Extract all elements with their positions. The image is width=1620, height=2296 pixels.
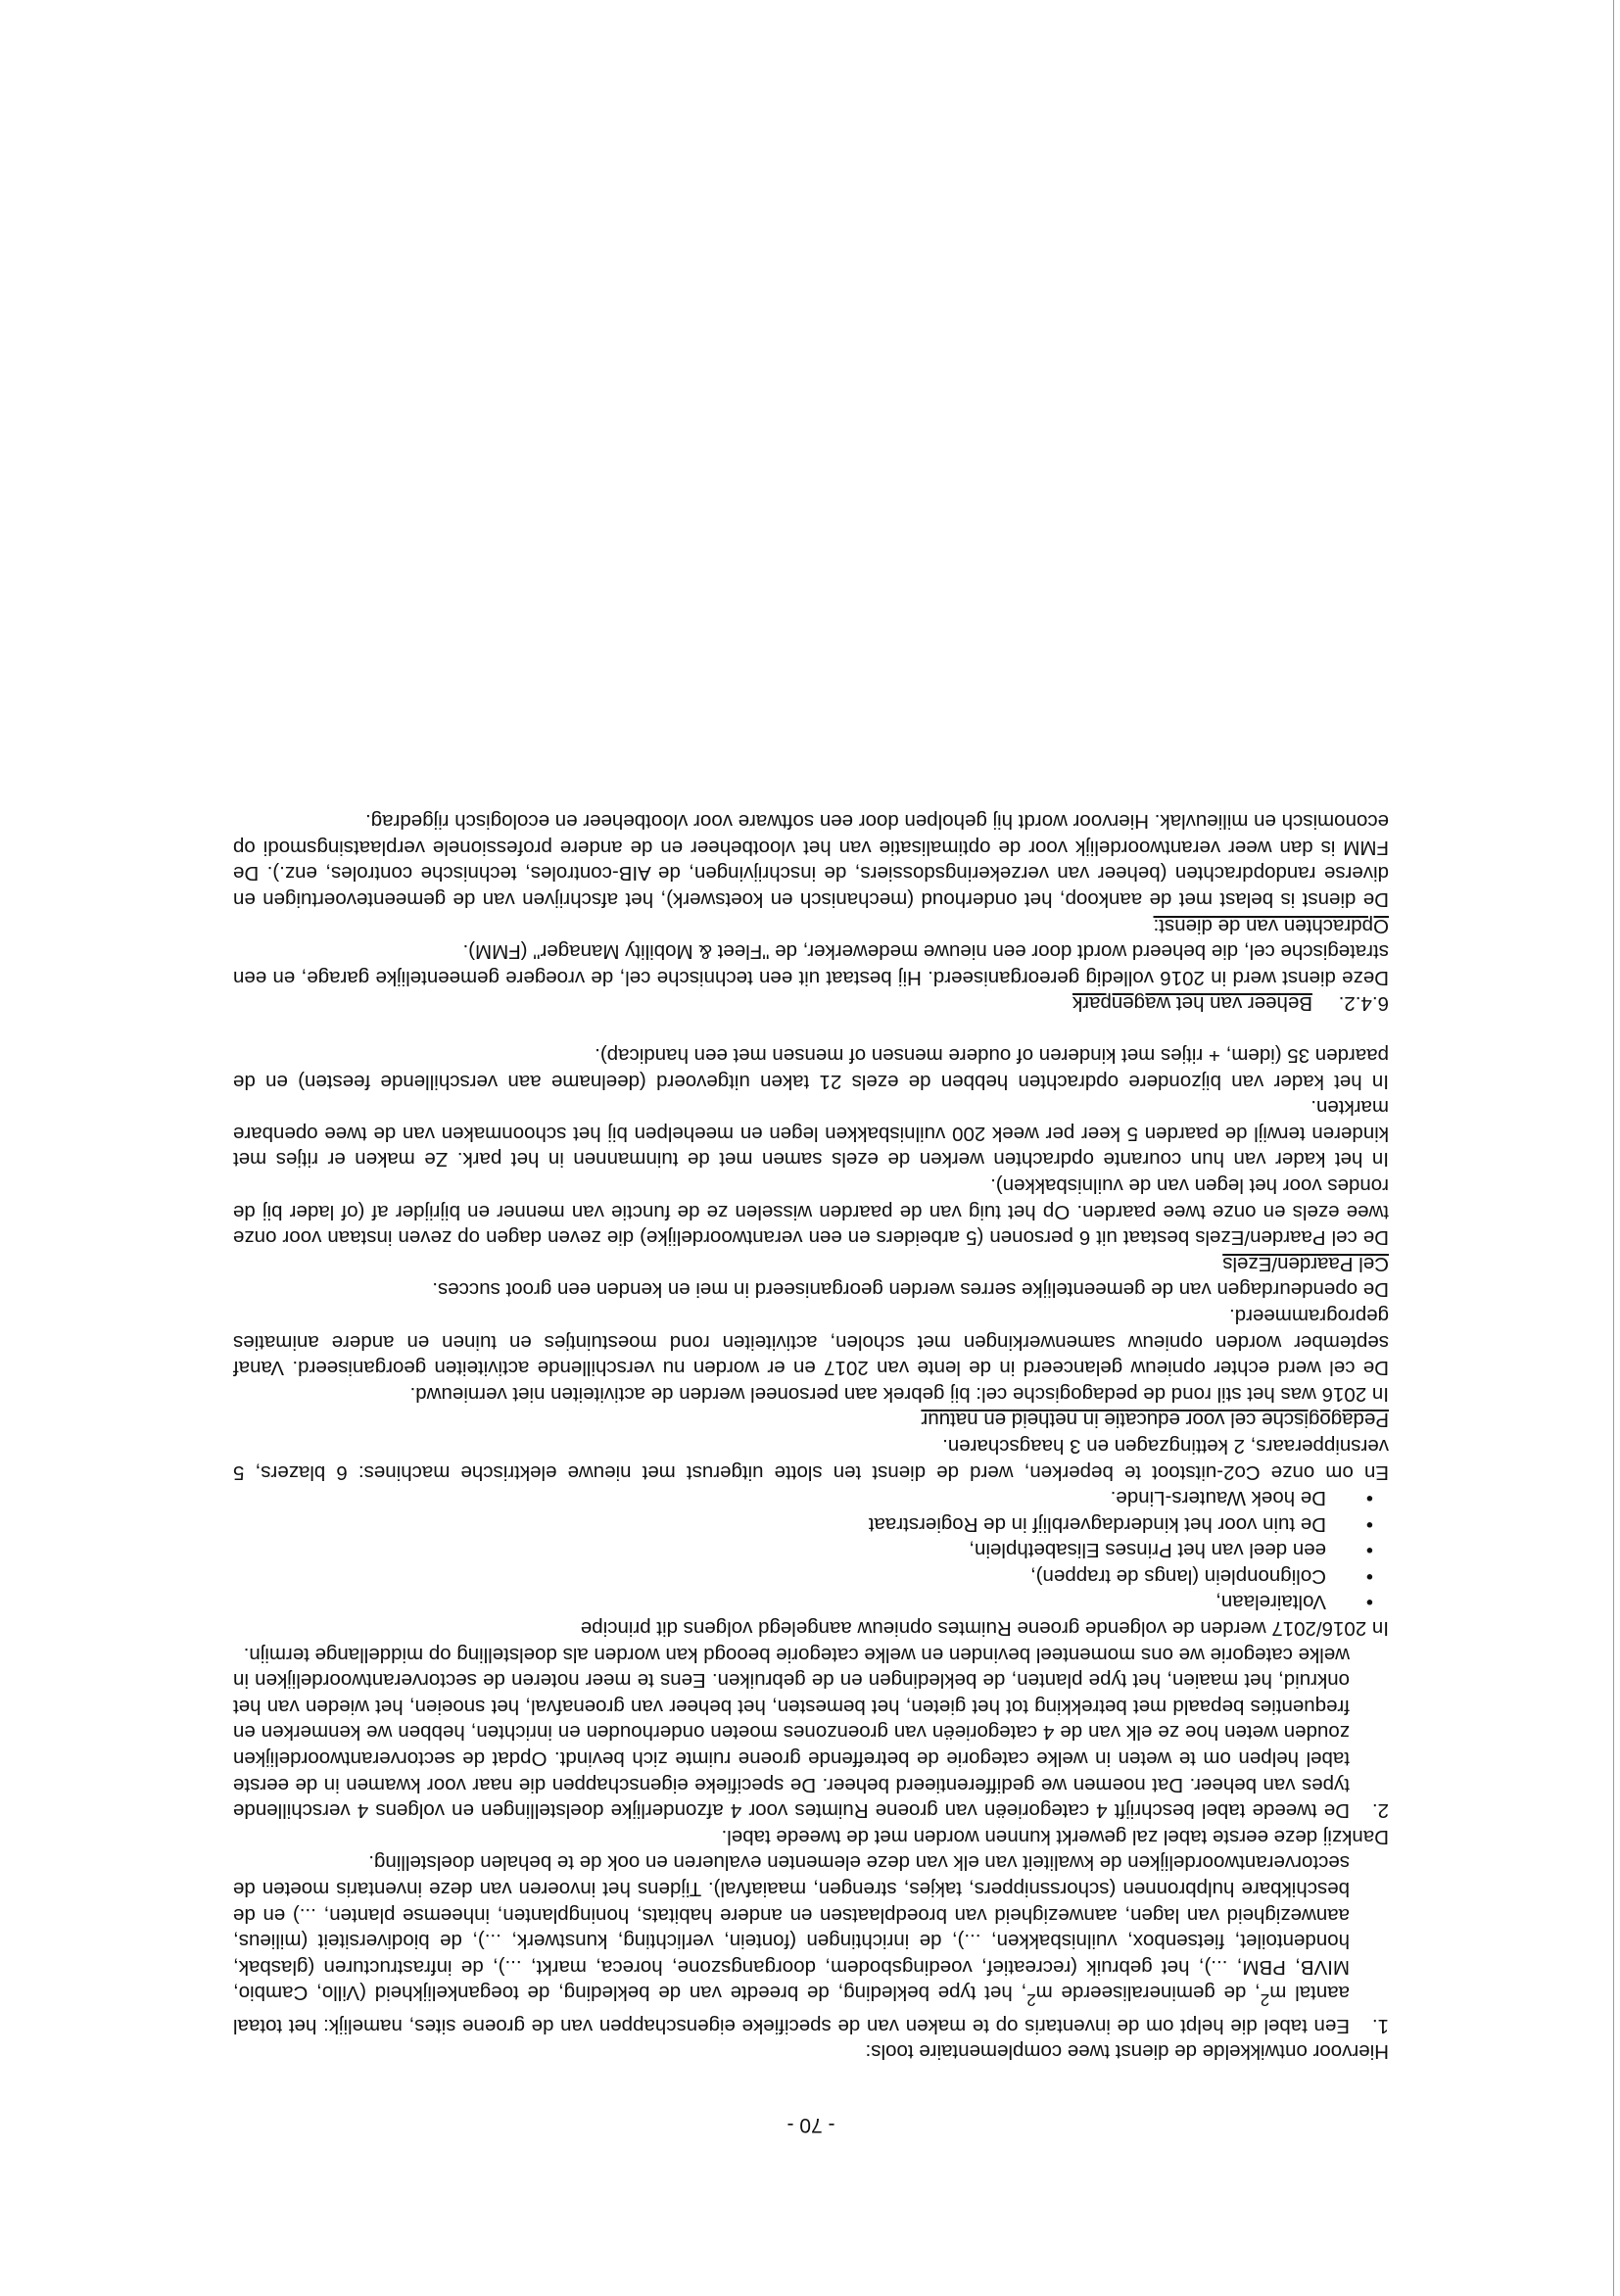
- section-heading: [233, 990, 1389, 1017]
- list-item: • Voltairelaan,: [233, 1589, 1389, 1615]
- paragraph-cel-2: In het kader van hun courante opdrachten werken de ezels samen met de tuinmannen in het park. Ze maken er ritjes met kinderen terwijl de paarden 5 keer per week 200 vuilnisbakken legen en meehelpen bij het schoonmaken van de twee openbare markten.: [233, 1096, 1389, 1172]
- numbered-item-1: [233, 1849, 1389, 2038]
- bullet-icon: •: [1365, 1512, 1373, 1536]
- scan-edge-line: [1613, 0, 1614, 2296]
- section-title: Beheer van het wagenpark: [1072, 992, 1312, 1016]
- document-body: [233, 808, 1389, 2137]
- paragraph-wagenpark: Deze dienst werd in 2016 volledig gereorganiseerd. Hij bestaat uit een technische cel, de vroegere gemeentelijke garage, en een strategische cel, die beheerd wordt door een nieuwe medewerker, de "Fleet & Mobility Manager" (FMM).: [233, 940, 1389, 989]
- list-item: • De tuin voor het kinderdagverblijf in de Rogierstraat: [233, 1510, 1389, 1537]
- item-text: De tweede tabel beschrijft 4 categorieën van groene Ruimtes voor 4 afzonderlijke doelstellingen en volgens 4 verschillende types van beheer. Dat noemen we gedifferentieerd beheer. De specifieke eigenschappen die naar voor kwamen in de eerste tabel helpen om te weten in welke categorie de betreffende groene ruimte zich bevindt. Opdat de sectorverantwoordelijken zouden weten hoe ze elk van de 4 categorieën van groenzones moeten onderhouden en inrichten, hebben we kenmerken en frequenties bepaald met betrekking tot het gieten, het bemesten, het beheer van groenafval, het snoeien, het wieden van het onkruid, het maaien, het type planten, de bekledingen en de gebruiken. Eens te meer noteren de sectorverantwoordelijken in welke categorie we ons momenteel bevinden en welke categorie beoogd kan worden als doelstelling op middellange termijn.: [233, 1643, 1350, 1823]
- heading-pedagogische-cel: Pedagogische cel voor educatie in netheid en natuur: [921, 1409, 1389, 1432]
- bullet-icon: •: [1365, 1539, 1373, 1562]
- bullet-icon: •: [1365, 1487, 1373, 1510]
- section-number: 6.4.2.: [1338, 992, 1389, 1016]
- intro-paragraph: Hiervoor ontwikkelde de dienst twee complementaire tools:: [865, 2040, 1389, 2064]
- paragraph-pedagogische-2: De cel werd echter opnieuw gelanceerd in de lente van 2017 en er worden nu verschillende activiteiten georganiseerd. Vanaf september worden opnieuw samenwerkingen met scholen, activiteiten rond moestuintjes en tuinen en andere animaties geprogrammeerd.: [233, 1304, 1389, 1380]
- bullet-icon: •: [1365, 1564, 1373, 1588]
- paragraph-pedagogische-1: In 2016 was het stil rond de pedagogische cel: bij gebrek aan personeel werden de activiteiten niet vernieuwd.: [409, 1382, 1389, 1406]
- item-number: 2.: [1371, 1799, 1389, 1823]
- list-item: • De hoek Wauters-Linde.: [233, 1485, 1389, 1511]
- page-number: - 70 -: [786, 2114, 835, 2136]
- list-item: • Colignonplein (langs de trappen),: [233, 1562, 1389, 1589]
- list-item: • een deel van het Prinses Elisabethplein,: [233, 1537, 1389, 1563]
- paragraph-dankzij: Dankzij deze eerste tabel zal gewerkt kunnen worden met de tweede tabel.: [721, 1825, 1389, 1848]
- paragraph-co2: En om onze Co2-uitstoot te beperken, werd de dienst ten slotte uitgerust met nieuwe elektrische machines: 6 blazers, 5 versnipperaars, 2 kettingzagen en 3 haagscharen.: [233, 1434, 1389, 1484]
- paragraph-cel-3: In het kader van bijzondere opdrachten hebben de ezels 21 taken uitgevoerd (deelname aan verschillende feesten) en de paarden 35 (idem, + ritjes met kinderen of oudere mensen of mensen met een handicap).: [233, 1044, 1389, 1093]
- item-text: Een tabel die helpt om de inventaris op te maken van de specifieke eigenschappen van de groene sites, namelijk: het totaal aantal $m^2$, de gemineraliseerde $m^2$, het type bekleding, de breedte van de bekleding, de toegankelijkheid (Villo, Cambio, MIVB, PBM, ...), het gebruik (recreatief, voedingsbodem, doorgangszone, horeca, markt, ...), de infrastructuren (glasbak, hondentoilet, fietsenbox, vuilnisbakken, ...), de inrichtingen (fontein, verlichting, kunstwerk, ...), de biodiversiteit (milieus, aanwezigheid van lagen, aanwezigheid van broedplaatsen en andere habitats, honingplanten, inheemse planten, ...) en de beschikbare hulpbronnen (schorssnippers, takjes, strengen, maaiafval). Tijdens het invoeren van deze inventaris moeten de sectorverantwoordelijken de kwaliteit van elk van deze elementen evalueren en ook de te behalen doelstelling.: [233, 1851, 1350, 2037]
- paragraph-pedagogische-3: De opendeurdagen van de gemeentelijke serres werden georganiseerd in mei en kenden een groot succes.: [432, 1278, 1389, 1302]
- bullet-list: [233, 1485, 1389, 1615]
- bullet-icon: •: [1365, 1591, 1373, 1614]
- item-number: 1.: [1371, 2014, 1389, 2037]
- heading-cel-paarden-ezels: Cel Paarden/Ezels: [1222, 1252, 1389, 1275]
- paragraph-opdrachten: De dienst is belast met de aankoop, het onderhoud (mechanisch en koetswerk), het afschrijven van de gemeentevoertuigen en diverse randopdrachten (beheer van verzekeringsdossiers, de inschrijvingen, de AIB-controles, technische controles, enz.). De FMM is dan weer verantwoordelijk voor de optimalisatie van het vlootbeheer en de andere professionele verplaatsingsmodi op economisch en milieuvlak. Hiervoor wordt hij geholpen door een software voor vlootbeheer en ecologisch rijgedrag.: [233, 810, 1389, 912]
- heading-opdrachten: Opdrachten van de dienst:: [1153, 914, 1389, 937]
- paragraph-cel-1: De cel Paarden/Ezels bestaat uit 6 personen (5 arbeiders en een verantwoordelijke) die zeven dagen op zeven instaan voor onze twee ezels en onze twee paarden. Op het tuig van de paarden wisselen ze de functie van menner en bijrijder af (of lader bij de rondes voor het legen van de vuilnisbakken).: [233, 1173, 1389, 1250]
- numbered-item-2: [233, 1641, 1389, 1823]
- paragraph-2016-2017: In 2016/2017 werden de volgende groene Ruimtes opnieuw aangelegd volgens dit principe: [580, 1617, 1389, 1641]
